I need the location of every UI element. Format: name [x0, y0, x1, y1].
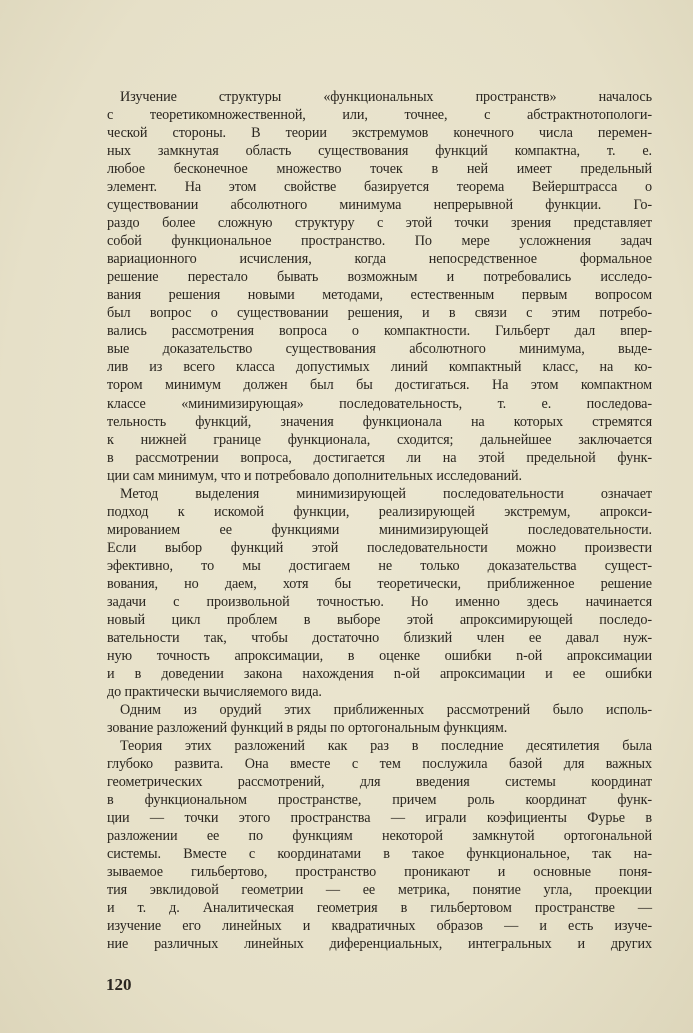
text-line: изучение его линейных и квадратичных образов — и есть изуче-: [107, 918, 652, 935]
text-line: зываемое гильбертово, пространство проникают и основные поня-: [107, 864, 652, 881]
text-line: в функциональном пространстве, причем роль координат функ-: [107, 792, 652, 809]
text-line: существовании абсолютного минимума непрерывной функции. Го-: [107, 197, 652, 214]
text-line: до практически вычисляемого вида.: [107, 683, 322, 700]
text-line: и в доведении закона нахождения n-ой апроксимации и ее ошибки: [107, 665, 652, 682]
text-line: ции — точки этого пространства — играли коэфициенты Фурье в: [107, 810, 652, 827]
text-line: задачи с произвольной точностью. Но именно здесь начинается: [107, 593, 652, 610]
text-line: эфективно, то мы достигаем не только доказательства сущест-: [107, 557, 652, 574]
text-line: тельность функций, значения функционала на которых стремятся: [107, 413, 652, 430]
text-line: собой функциональное пространство. По мере усложнения задач: [107, 233, 652, 250]
text-line: вания решения новыми методами, естественным первым вопросом: [107, 287, 652, 304]
text-line: Теория этих разложений как раз в последние десятилетия была: [120, 738, 652, 755]
text-line: к нижней границе функционала, сходится; дальнейшее заключается: [107, 431, 652, 448]
text-line: элемент. На этом свойстве базируется теорема Вейерштрасса о: [107, 179, 652, 196]
text-line: ние различных линейных диференциальных, интегральных и других: [107, 936, 652, 953]
text-line: Метод выделения минимизирующей последовательности означает: [120, 485, 652, 502]
text-line: и т. д. Аналитическая геометрия в гильбертовом пространстве —: [107, 900, 652, 917]
text-line: решение перестало бывать возможным и потребовались исследо-: [107, 269, 652, 286]
text-line: геометрических рассмотрений, для введения системы координат: [107, 774, 652, 791]
text-line: подход к искомой функции, реализирующей экстремум, апрокси-: [107, 503, 652, 520]
text-line: вательности так, чтобы достаточно близкий член ее давал нуж-: [107, 629, 652, 646]
text-line: лив из всего класса допустимых линий компактный класс, на ко-: [107, 359, 652, 376]
text-line: раздо более сложную структуру с этой точки зрения представляет: [107, 215, 652, 232]
text-line: любое бесконечное множество точек в ней имеет предельный: [107, 161, 652, 178]
text-line: Изучение структуры «функциональных пространств» началось: [120, 89, 652, 105]
text-line: с теоретикомножественной, или, точнее, с абстрактнотопологи-: [107, 107, 652, 124]
text-line: вариационного исчисления, когда непосредственное формальное: [107, 251, 652, 268]
text-line: ции сам минимум, что и потребовало дополнительных исследований.: [107, 467, 522, 484]
text-line: зование разложений функций в ряды по ортогональным функциям.: [107, 720, 508, 737]
text-line: в рассмотрении вопроса, достигается ли на этой предельной функ-: [107, 449, 652, 466]
text-line: Если выбор функций этой последовательности можно произвести: [107, 539, 652, 556]
text-line: тия эвклидовой геометрии — ее метрика, понятие угла, проекции: [107, 882, 652, 899]
text-line: мированием ее функциями минимизирующей последовательности.: [107, 521, 652, 538]
text-line: новый цикл проблем в выборе этой апроксимирующей последо-: [107, 611, 652, 628]
text-line: вались рассмотрения вопроса о компактности. Гильберт дал впер-: [107, 323, 652, 340]
text-line: ческой стороны. В теории экстремумов конечного числа перемен-: [107, 125, 652, 142]
text-line: глубоко развита. Она вместе с тем послужила базой для важных: [107, 756, 652, 773]
text-line: вые доказательство существования абсолютного минимума, выде-: [107, 341, 652, 358]
text-line: был вопрос о существовании решения, и в связи с этим потребо-: [107, 305, 652, 322]
text-line: Одним из орудий этих приближенных рассмотрений было исполь-: [120, 702, 652, 719]
text-line: системы. Вместе с координатами в такое функциональное, так на-: [107, 846, 652, 863]
page-number: 120: [106, 975, 132, 994]
text-line: классе «минимизирующая» последовательность, т. е. последова-: [107, 395, 652, 412]
text-line: ных замкнутая область существования функций компактна, т. е.: [107, 143, 652, 160]
text-line: ную точность апроксимации, в оценке ошибки n-ой апроксимации: [107, 647, 652, 664]
text-line: разложении ее по функциям некоторой замкнутой ортогональной: [107, 828, 652, 845]
text-line: вования, но даем, хотя бы теоретически, приближенное решение: [107, 575, 652, 592]
text-line: тором минимум должен был бы достигаться. На этом компактном: [107, 377, 652, 394]
